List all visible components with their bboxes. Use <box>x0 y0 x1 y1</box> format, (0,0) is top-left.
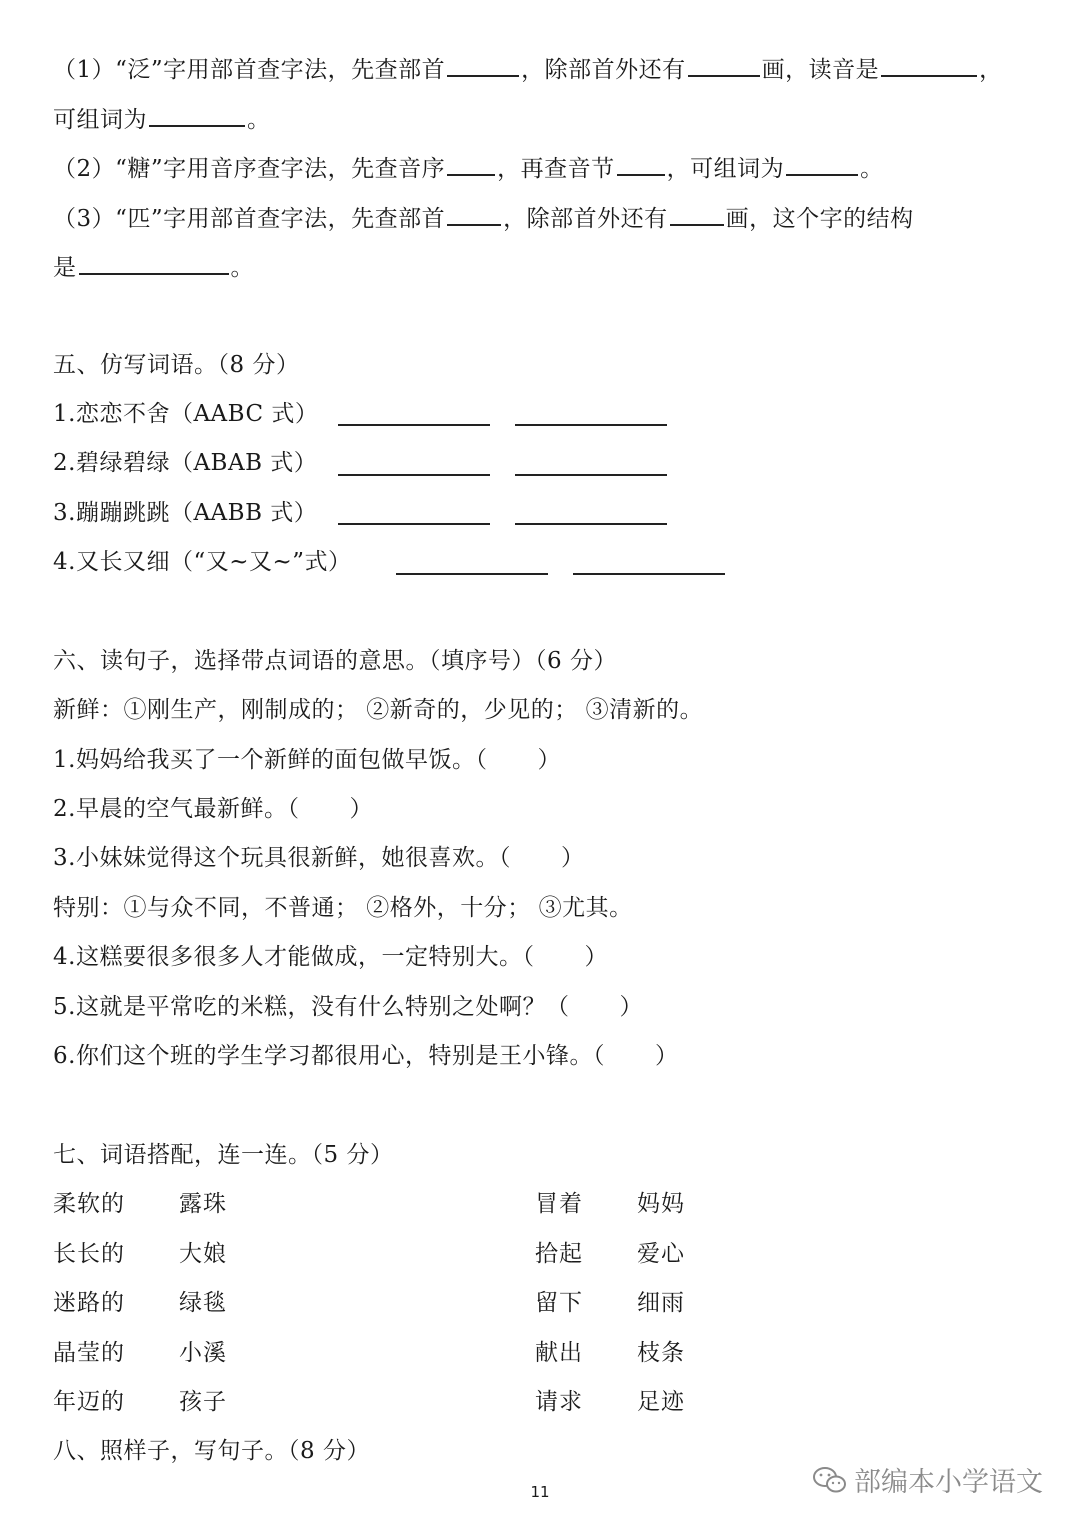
answer-blank[interactable] <box>149 103 245 127</box>
match-item[interactable]: 拾起 <box>535 1241 583 1267</box>
match-item[interactable]: 留下 <box>535 1290 583 1316</box>
q4-1-line2: 可组词为 。 <box>53 103 271 135</box>
section5-title: 五、仿写词语。（8 分） <box>53 352 300 378</box>
answer-blank[interactable] <box>447 202 501 226</box>
section6-sentence-1: 1.妈妈给我买了一个新鲜的面包做早饭。（ ） <box>53 747 561 773</box>
q4-3-line2: 是 。 <box>53 251 254 283</box>
section8-title: 八、照样子，写句子。（8 分） <box>53 1438 370 1464</box>
section6-sentence-3: 3.小妹妹觉得这个玩具很新鲜，她很喜欢。（ ） <box>53 845 585 871</box>
answer-blank[interactable] <box>515 523 667 525</box>
answer-blank[interactable] <box>396 573 548 575</box>
answer-blank[interactable] <box>338 474 490 476</box>
section5-item-2: 2.碧绿碧绿（ABAB 式） <box>53 450 318 476</box>
match-item[interactable]: 爱心 <box>637 1241 685 1267</box>
match-item[interactable]: 小溪 <box>179 1340 227 1366</box>
answer-blank[interactable] <box>515 474 667 476</box>
q4-3-line1: （3）“匹”字用部首查字法，先查部首 ，除部首外还有 画，这个字的结构 <box>53 202 914 234</box>
section7-title: 七、词语搭配，连一连。（5 分） <box>53 1142 394 1168</box>
answer-blank[interactable] <box>79 251 229 275</box>
section5-item-1: 1.恋恋不舍（AABC 式） <box>53 401 319 427</box>
match-item[interactable]: 细雨 <box>637 1290 685 1316</box>
match-item[interactable]: 迷路的 <box>53 1290 125 1316</box>
match-item[interactable]: 献出 <box>535 1340 583 1366</box>
section6-sentence-2: 2.早晨的空气最新鲜。（ ） <box>53 796 373 822</box>
q4-2-line: （2）“糖”字用音序查字法，先查音序 ，再查音节 ，可组词为 。 <box>53 152 884 184</box>
match-item[interactable]: 妈妈 <box>637 1191 685 1217</box>
q4-1-line1: （1）“泛”字用部首查字法，先查部首 ，除部首外还有 画，读音是 ， <box>53 53 1003 85</box>
answer-blank[interactable] <box>515 424 667 426</box>
answer-blank[interactable] <box>573 573 725 575</box>
answer-blank[interactable] <box>786 152 858 176</box>
answer-blank[interactable] <box>338 424 490 426</box>
section6-sentence-6: 6.你们这个班的学生学习都很用心，特别是王小锋。（ ） <box>53 1043 679 1069</box>
match-item[interactable]: 长长的 <box>53 1241 125 1267</box>
answer-blank[interactable] <box>670 202 724 226</box>
answer-blank[interactable] <box>447 152 495 176</box>
match-item[interactable]: 足迹 <box>637 1389 685 1415</box>
section6-def-tebie: 特别：①与众不同，不普通； ②格外，十分； ③尤其。 <box>53 895 633 921</box>
match-item[interactable]: 绿毯 <box>179 1290 227 1316</box>
answer-blank[interactable] <box>881 53 977 77</box>
section6-sentence-4: 4.这糕要很多很多人才能做成，一定特别大。（ ） <box>53 944 608 970</box>
section6-def-xinxian: 新鲜：①刚生产，刚制成的； ②新奇的，少见的； ③清新的。 <box>53 697 704 723</box>
match-item[interactable]: 柔软的 <box>53 1191 125 1217</box>
answer-blank[interactable] <box>617 152 665 176</box>
section6-sentence-5: 5.这就是平常吃的米糕，没有什么特别之处啊？（ ） <box>53 994 643 1020</box>
wechat-icon <box>812 1465 848 1495</box>
answer-blank[interactable] <box>447 53 519 77</box>
match-item[interactable]: 冒着 <box>535 1191 583 1217</box>
match-item[interactable]: 请求 <box>535 1389 583 1415</box>
section6-title: 六、读句子，选择带点词语的意思。（填序号）（6 分） <box>53 648 617 674</box>
answer-blank[interactable] <box>688 53 760 77</box>
match-item[interactable]: 枝条 <box>637 1340 685 1366</box>
answer-blank[interactable] <box>338 523 490 525</box>
section5-item-4: 4.又长又细（“又~又~”式） <box>53 549 352 575</box>
page-number: 11 <box>530 1483 550 1501</box>
match-item[interactable]: 大娘 <box>179 1241 227 1267</box>
match-item[interactable]: 年迈的 <box>53 1389 125 1415</box>
watermark-text: 部编本小学语文 <box>854 1467 1043 1498</box>
match-item[interactable]: 孩子 <box>179 1389 227 1415</box>
section5-item-3: 3.蹦蹦跳跳（AABB 式） <box>53 500 318 526</box>
match-item[interactable]: 露珠 <box>179 1191 227 1217</box>
watermark <box>812 1460 1043 1499</box>
match-item[interactable]: 晶莹的 <box>53 1340 125 1366</box>
